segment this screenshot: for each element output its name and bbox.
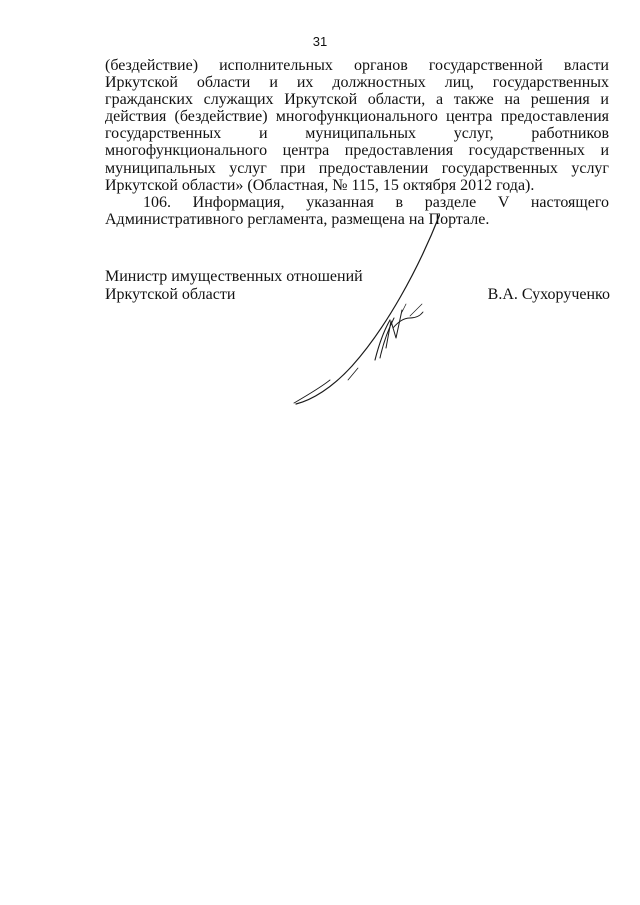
paragraph-continuation: (бездействие) исполнительных органов государственной власти Иркутской области и их должностных лиц, государственных гражданских служащих Иркутской области, а также на решения и действия (бездействие) многофункционального центра предоставления государственных и муниципальных услуг, работников многофункционального центра предоставления государственных и муниципальных услуг при предоставлении государственных услуг Иркутской области» (Областная, № 115, 15 октября 2012 года). bbox=[105, 57, 609, 194]
signatory-position-line2: Иркутской области bbox=[105, 286, 236, 303]
page-number: 31 bbox=[312, 34, 328, 49]
document-body bbox=[105, 57, 609, 228]
signatory-name: В.А. Сухорученко bbox=[487, 286, 610, 303]
signature-block bbox=[105, 268, 610, 304]
signatory-position-line1: Министр имущественных отношений bbox=[105, 268, 363, 285]
paragraph-106: 106. Информация, указанная в разделе V настоящего Административного регламента, размещена на Портале. bbox=[105, 193, 609, 228]
signatory-line bbox=[105, 286, 610, 304]
